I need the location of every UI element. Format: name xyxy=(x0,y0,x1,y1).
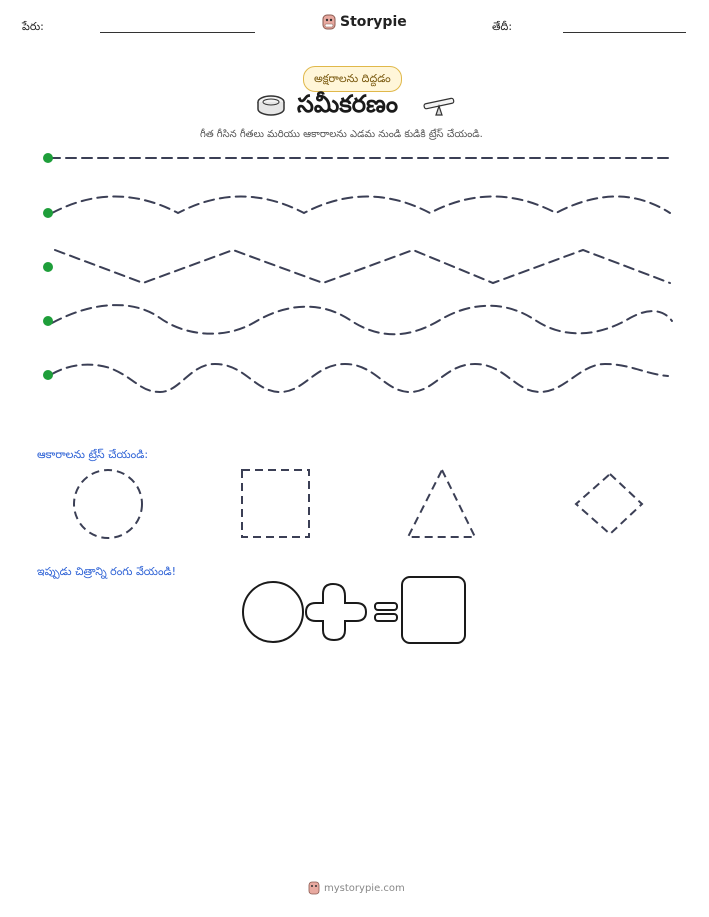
date-label: తేదీ: xyxy=(492,20,513,33)
mascot-icon xyxy=(308,881,320,895)
footer xyxy=(308,881,405,895)
footer-site[interactable]: mystorypie.com xyxy=(324,882,405,894)
trace-line-zigzag[interactable] xyxy=(55,250,670,283)
start-dot xyxy=(43,262,53,272)
color-section-label: ఇప్పుడు చిత్రాన్ని రంగు వేయండి! xyxy=(37,565,177,578)
circle-icon[interactable] xyxy=(74,470,142,538)
start-dot xyxy=(43,153,53,163)
color-plus[interactable] xyxy=(306,584,366,640)
shapes-section-label: ఆకారాలను ట్రేస్ చేయండి: xyxy=(37,448,149,461)
color-equals-bottom[interactable] xyxy=(375,614,397,621)
brand-name: Storypie xyxy=(340,14,407,30)
instruction-text: గీత గీసిన గీతలు మరియు ఆకారాలను ఎడమ నుండి కుడికి ట్రేస్ చేయండి. xyxy=(200,129,483,140)
color-square[interactable] xyxy=(402,577,465,643)
trace-line-arc[interactable] xyxy=(52,197,670,214)
triangle-icon[interactable] xyxy=(408,470,475,537)
color-equation xyxy=(0,572,709,652)
square-icon[interactable] xyxy=(242,470,309,537)
category-badge: అక్షరాలను దిద్దడం xyxy=(303,66,402,92)
diamond-icon[interactable] xyxy=(576,474,642,534)
name-label: పేరు: xyxy=(22,20,44,33)
trace-line-bumps[interactable] xyxy=(52,364,668,392)
start-dot xyxy=(43,370,53,380)
start-dot xyxy=(43,208,53,218)
color-circle[interactable] xyxy=(243,582,303,642)
start-dot xyxy=(43,316,53,326)
trace-line-wave[interactable] xyxy=(52,305,672,334)
tracing-area xyxy=(0,0,709,420)
trace-shapes xyxy=(0,462,709,562)
page-title: సమీకరణం xyxy=(297,90,398,118)
color-equals-top[interactable] xyxy=(375,603,397,610)
